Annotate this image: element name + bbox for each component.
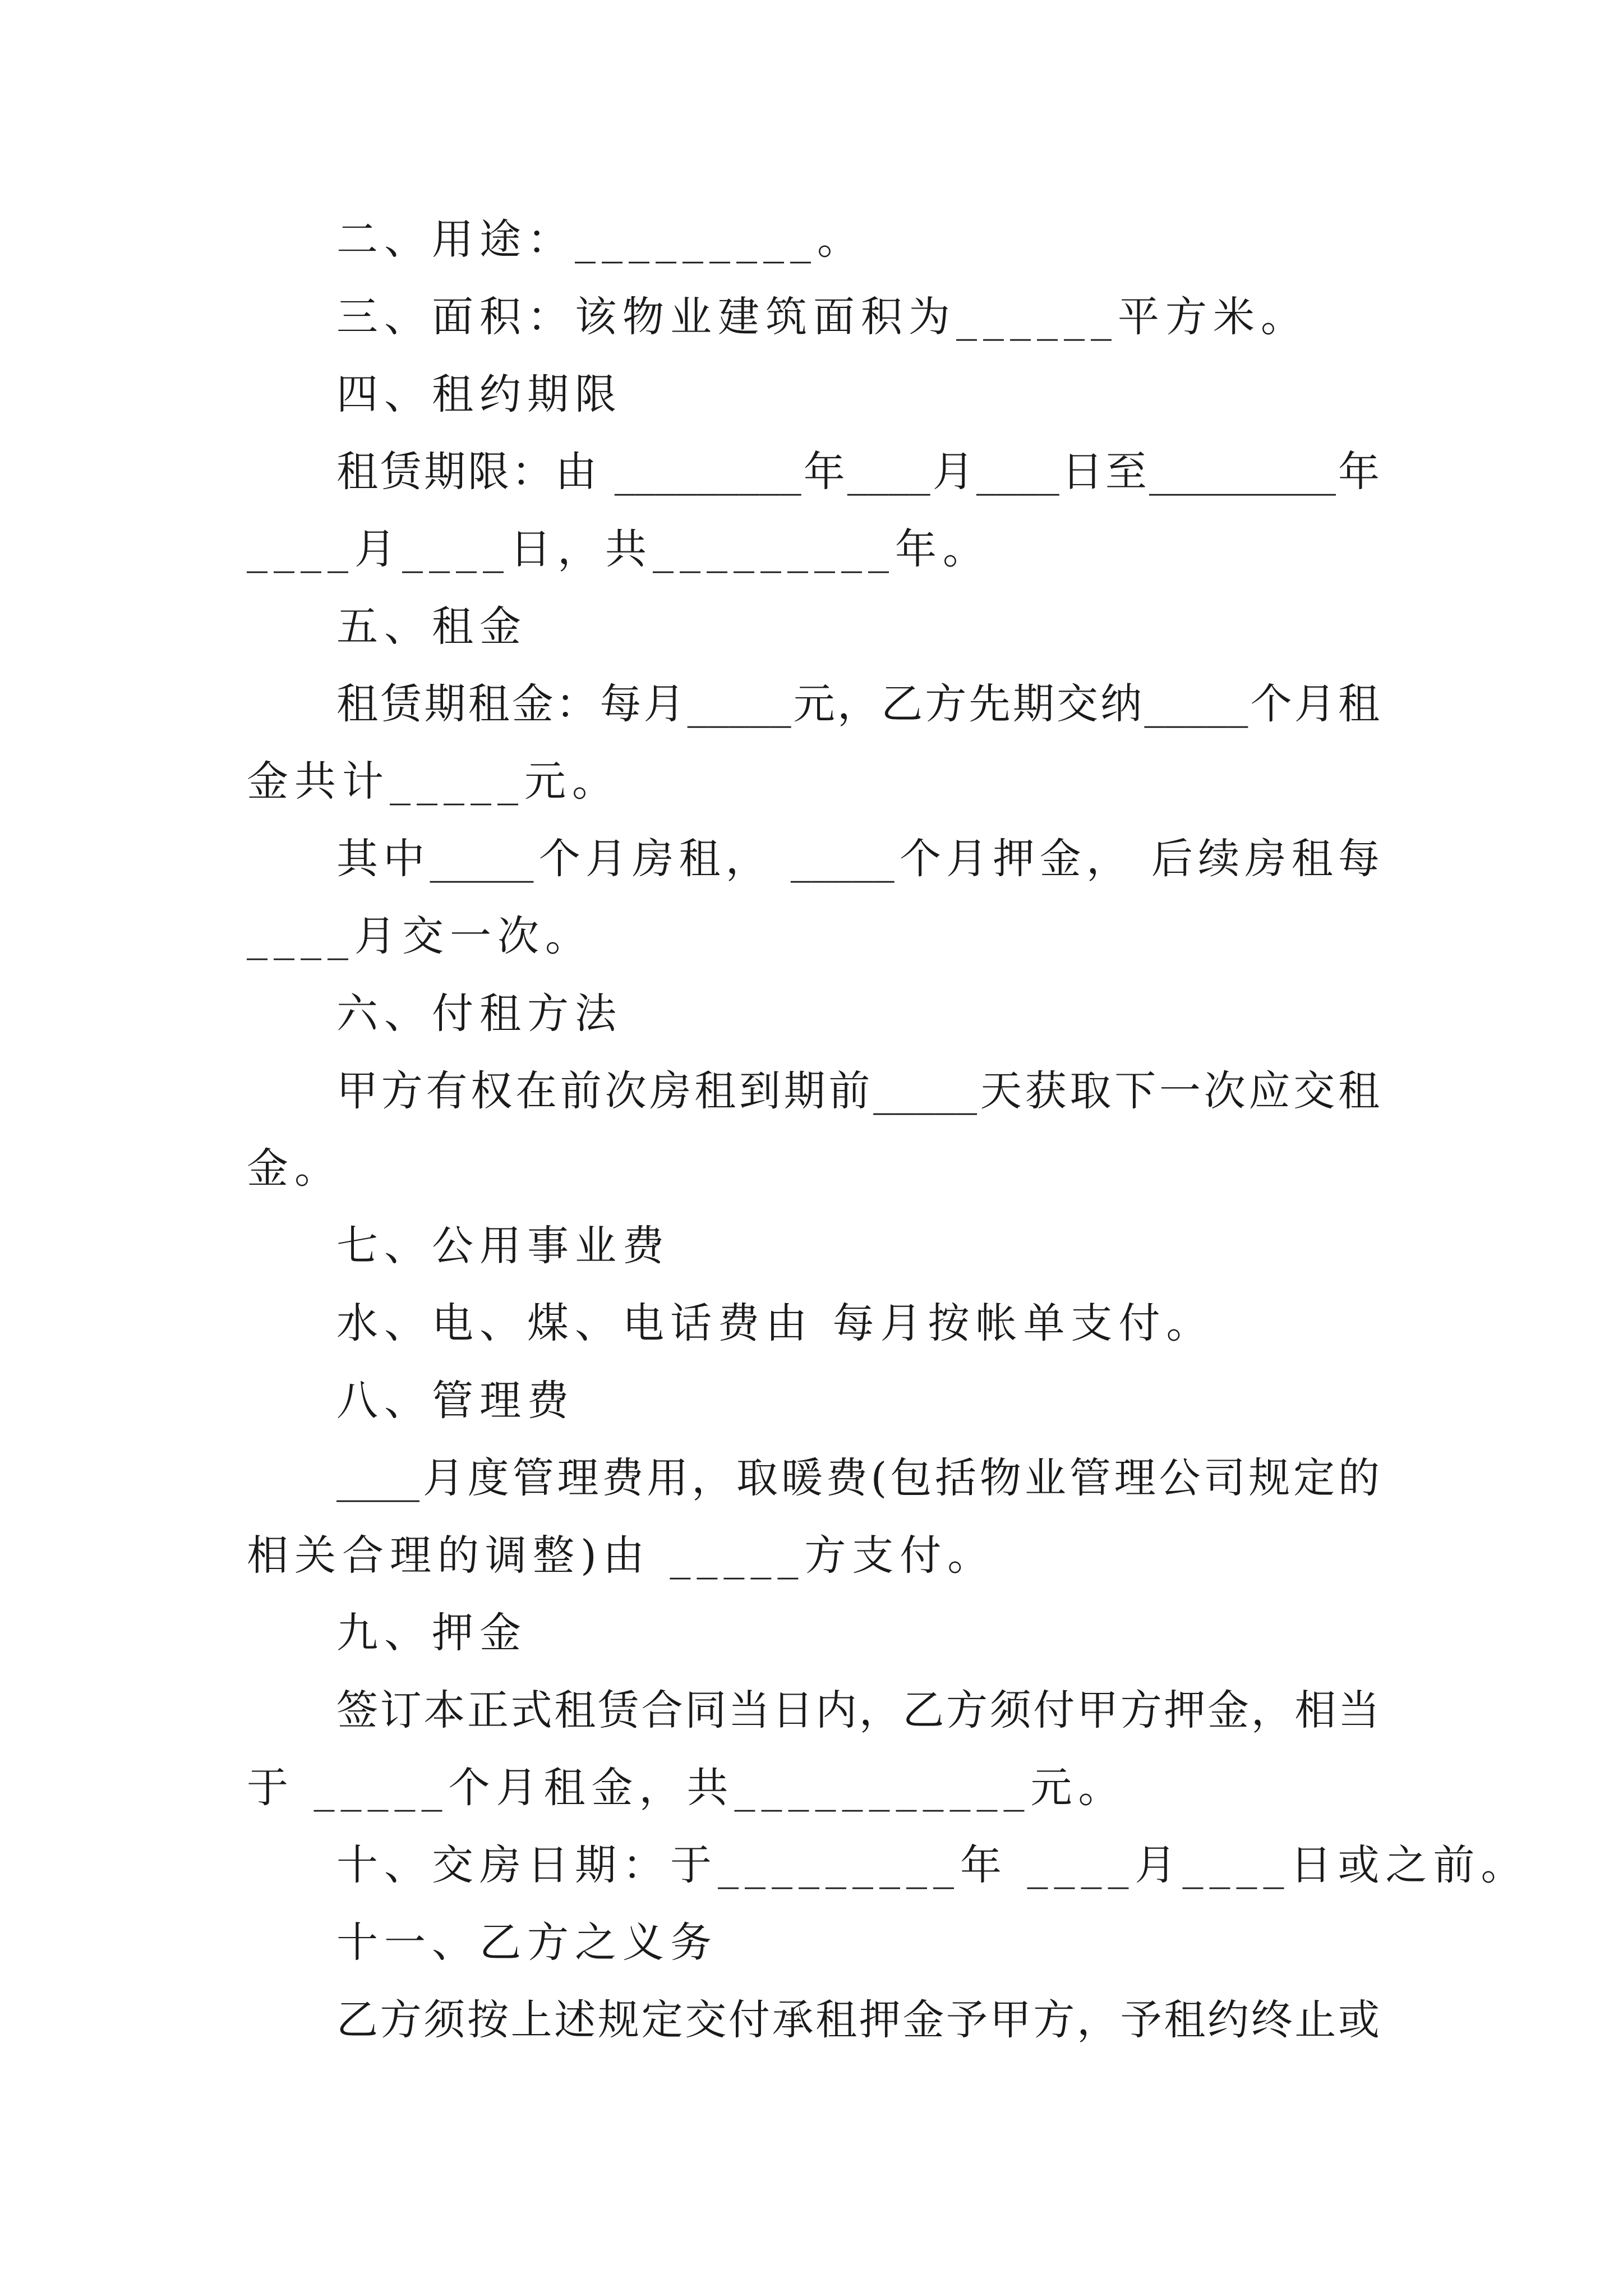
text-line: 签订本正式租赁合同当日内，乙方须付甲方押金，相当 xyxy=(336,1686,1380,1734)
text-line: 乙方须按上述规定交付承租押金予甲方，予租约终止或 xyxy=(336,1996,1380,2044)
text-line: 其中_____个月房租， _____个月押金， 后续房租每 xyxy=(336,835,1380,883)
text-line: 相关合理的调整)由 _____方支付。 xyxy=(247,1531,995,1580)
text-line: 水、电、煤、电话费由 每月按帐单支付。 xyxy=(336,1299,1214,1347)
text-line: 于 _____个月租金，共___________元。 xyxy=(247,1764,1126,1812)
text-line: 租赁期限：由 _________年____月____日至_________年 xyxy=(336,448,1380,496)
text-line: 租赁期租金：每月_____元，乙方先期交纳_____个月租 xyxy=(336,680,1380,728)
text-line: 四、租约期限 xyxy=(336,370,623,418)
text-line: ____月____日，共_________年。 xyxy=(247,525,990,573)
text-line: 八、管理费 xyxy=(336,1377,575,1425)
text-line: ____月度管理费用，取暖费(包括物业管理公司规定的 xyxy=(336,1454,1380,1502)
text-line: 三、面积：该物业建筑面积为______平方米。 xyxy=(336,293,1308,341)
text-line: ____月交一次。 xyxy=(247,912,593,960)
text-line: 九、押金 xyxy=(336,1609,527,1657)
text-line: 七、公用事业费 xyxy=(336,1222,670,1270)
text-line: 六、付租方法 xyxy=(336,990,623,1038)
text-line: 五、租金 xyxy=(336,602,527,651)
text-line: 甲方有权在前次房租到期前_____天获取下一次应交租 xyxy=(336,1067,1380,1115)
text-line: 二、用途：_________。 xyxy=(336,215,865,264)
text-line: 金共计_____元。 xyxy=(247,757,620,806)
text-line: 金。 xyxy=(247,1144,342,1193)
text-line: 十、交房日期：于_________年 ____月____日或之前。 xyxy=(336,1841,1529,1889)
text-line: 十一、乙方之义务 xyxy=(336,1918,718,1967)
